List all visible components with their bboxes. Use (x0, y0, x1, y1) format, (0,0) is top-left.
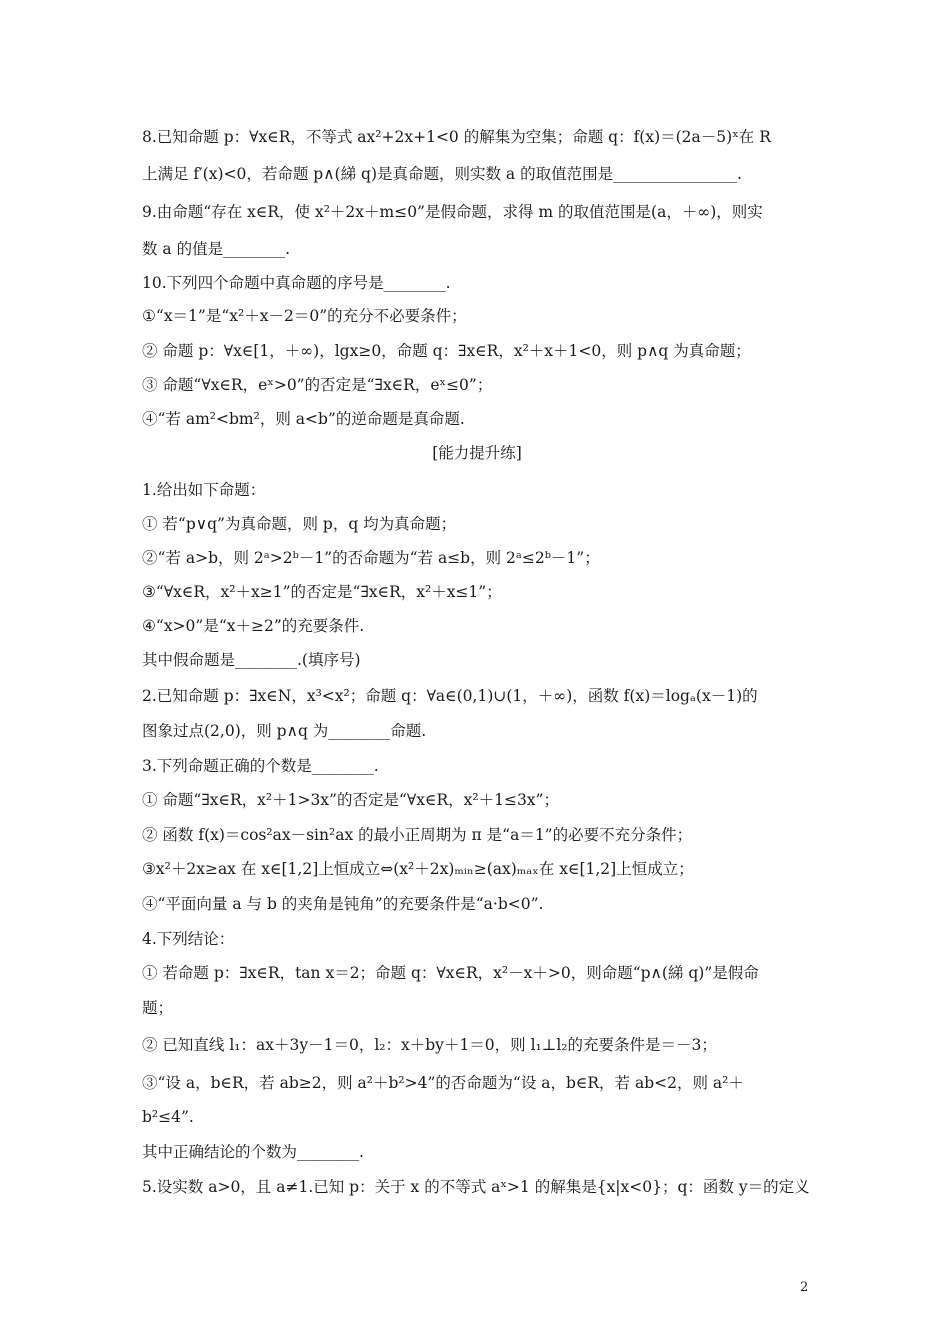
text-line-28: ③“设 a，b∈R，若 ab≥2，则 a²＋b²>4”的否命题为“设 a，b∈R，若 ab<2，则 a²＋ (142, 1074, 744, 1092)
text-line-16: 其中假命题是________.(填序号) (142, 651, 361, 669)
text-line-31: 5.设实数 a>0，且 a≠1.已知 p：关于 x 的不等式 aˣ>1 的解集是{x|x<0}；q：函数 y＝的定义 (142, 1178, 810, 1196)
text-line-4: 数 a 的值是________. (142, 240, 291, 258)
text-line-27: ② 已知直线 l₁：ax＋3y－1＝0，l₂：x＋by＋1＝0，则 l₁⊥l₂的充要条件是＝－3； (142, 1036, 717, 1054)
text-line-30: 其中正确结论的个数为________. (142, 1143, 364, 1161)
text-line-11: 1.给出如下命题： (142, 481, 266, 499)
text-line-20: ① 命题“∃x∈R，x²＋1>3x”的否定是“∀x∈R，x²＋1≤3x”； (142, 791, 559, 809)
text-line-12: ① 若“p∨q”为真命题，则 p，q 均为真命题； (142, 515, 457, 533)
text-line-7: ② 命题 p：∀x∈[1，＋∞)，lgx≥0，命题 q：∃x∈R，x²＋x＋1<0，则 p∧q 为真命题； (142, 342, 751, 360)
text-line-13: ②“若 a>b，则 2ᵃ>2ᵇ－1”的否命题为“若 a≤b，则 2ᵃ≤2ᵇ－1”； (142, 549, 600, 567)
text-line-14: ③“∀x∈R，x²＋x≥1”的否定是“∃x∈R，x²＋x≤1”； (142, 583, 502, 601)
text-line-19: 3.下列命题正确的个数是________. (142, 757, 379, 775)
text-line-15: ④“x>0”是“x＋≥2”的充要条件. (142, 617, 365, 635)
text-line-22: ③x²＋2x≥ax 在 x∈[1,2]上恒成立⇔(x²＋2x)ₘᵢₙ≥(ax)ₘₐₓ在 x∈[1,2]上恒成立； (142, 860, 694, 878)
text-line-17: 2.已知命题 p：∃x∈N，x³<x²；命题 q：∀a∈(0,1)∪(1，＋∞)，函数 f(x)＝logₐ(x－1)的 (142, 687, 758, 705)
text-line-24: 4.下列结论： (142, 930, 235, 948)
text-line-2: 上满足 f′(x)<0，若命题 p∧(綈 q)是真命题，则实数 a 的取值范围是________________. (142, 165, 743, 183)
text-line-3: 9.由命题“存在 x∈R，使 x²＋2x＋m≤0”是假命题，求得 m 的取值范围是(a，＋∞)，则实 (142, 203, 763, 221)
text-line-29: b²≤4”. (142, 1108, 194, 1126)
page-number: 2 (800, 1280, 809, 1295)
text-line-21: ② 函数 f(x)＝cos²ax－sin²ax 的最小正周期为 π 是“a＝1”的必要不充分条件； (142, 826, 693, 844)
text-line-8: ③ 命题“∀x∈R，eˣ>0”的否定是“∃x∈R，eˣ≤0”； (142, 376, 493, 394)
text-line-26: 题； (142, 999, 174, 1017)
text-line-18: 图象过点(2,0)，则 p∧q 为________命题. (142, 722, 427, 740)
text-line-6: ①“x＝1”是“x²＋x－2＝0”的充分不必要条件； (142, 307, 467, 325)
text-line-25: ① 若命题 p：∃x∈R，tan x＝2；命题 q：∀x∈R，x²－x＋>0，则命题“p∧(綈 q)”是假命 (142, 964, 759, 982)
text-line-1: 8.已知命题 p：∀x∈R，不等式 ax²+2x+1<0 的解集为空集；命题 q：f(x)＝(2a－5)ˣ在 R (142, 128, 771, 146)
text-line-9: ④“若 am²<bm²，则 a<b”的逆命题是真命题. (142, 410, 465, 428)
section-heading: [能力提升练] (432, 444, 522, 462)
text-line-5: 10.下列四个命题中真命题的序号是________. (142, 274, 451, 292)
text-line-23: ④“平面向量 a 与 b 的夹角是钝角”的充要条件是“a·b<0”. (142, 895, 544, 913)
